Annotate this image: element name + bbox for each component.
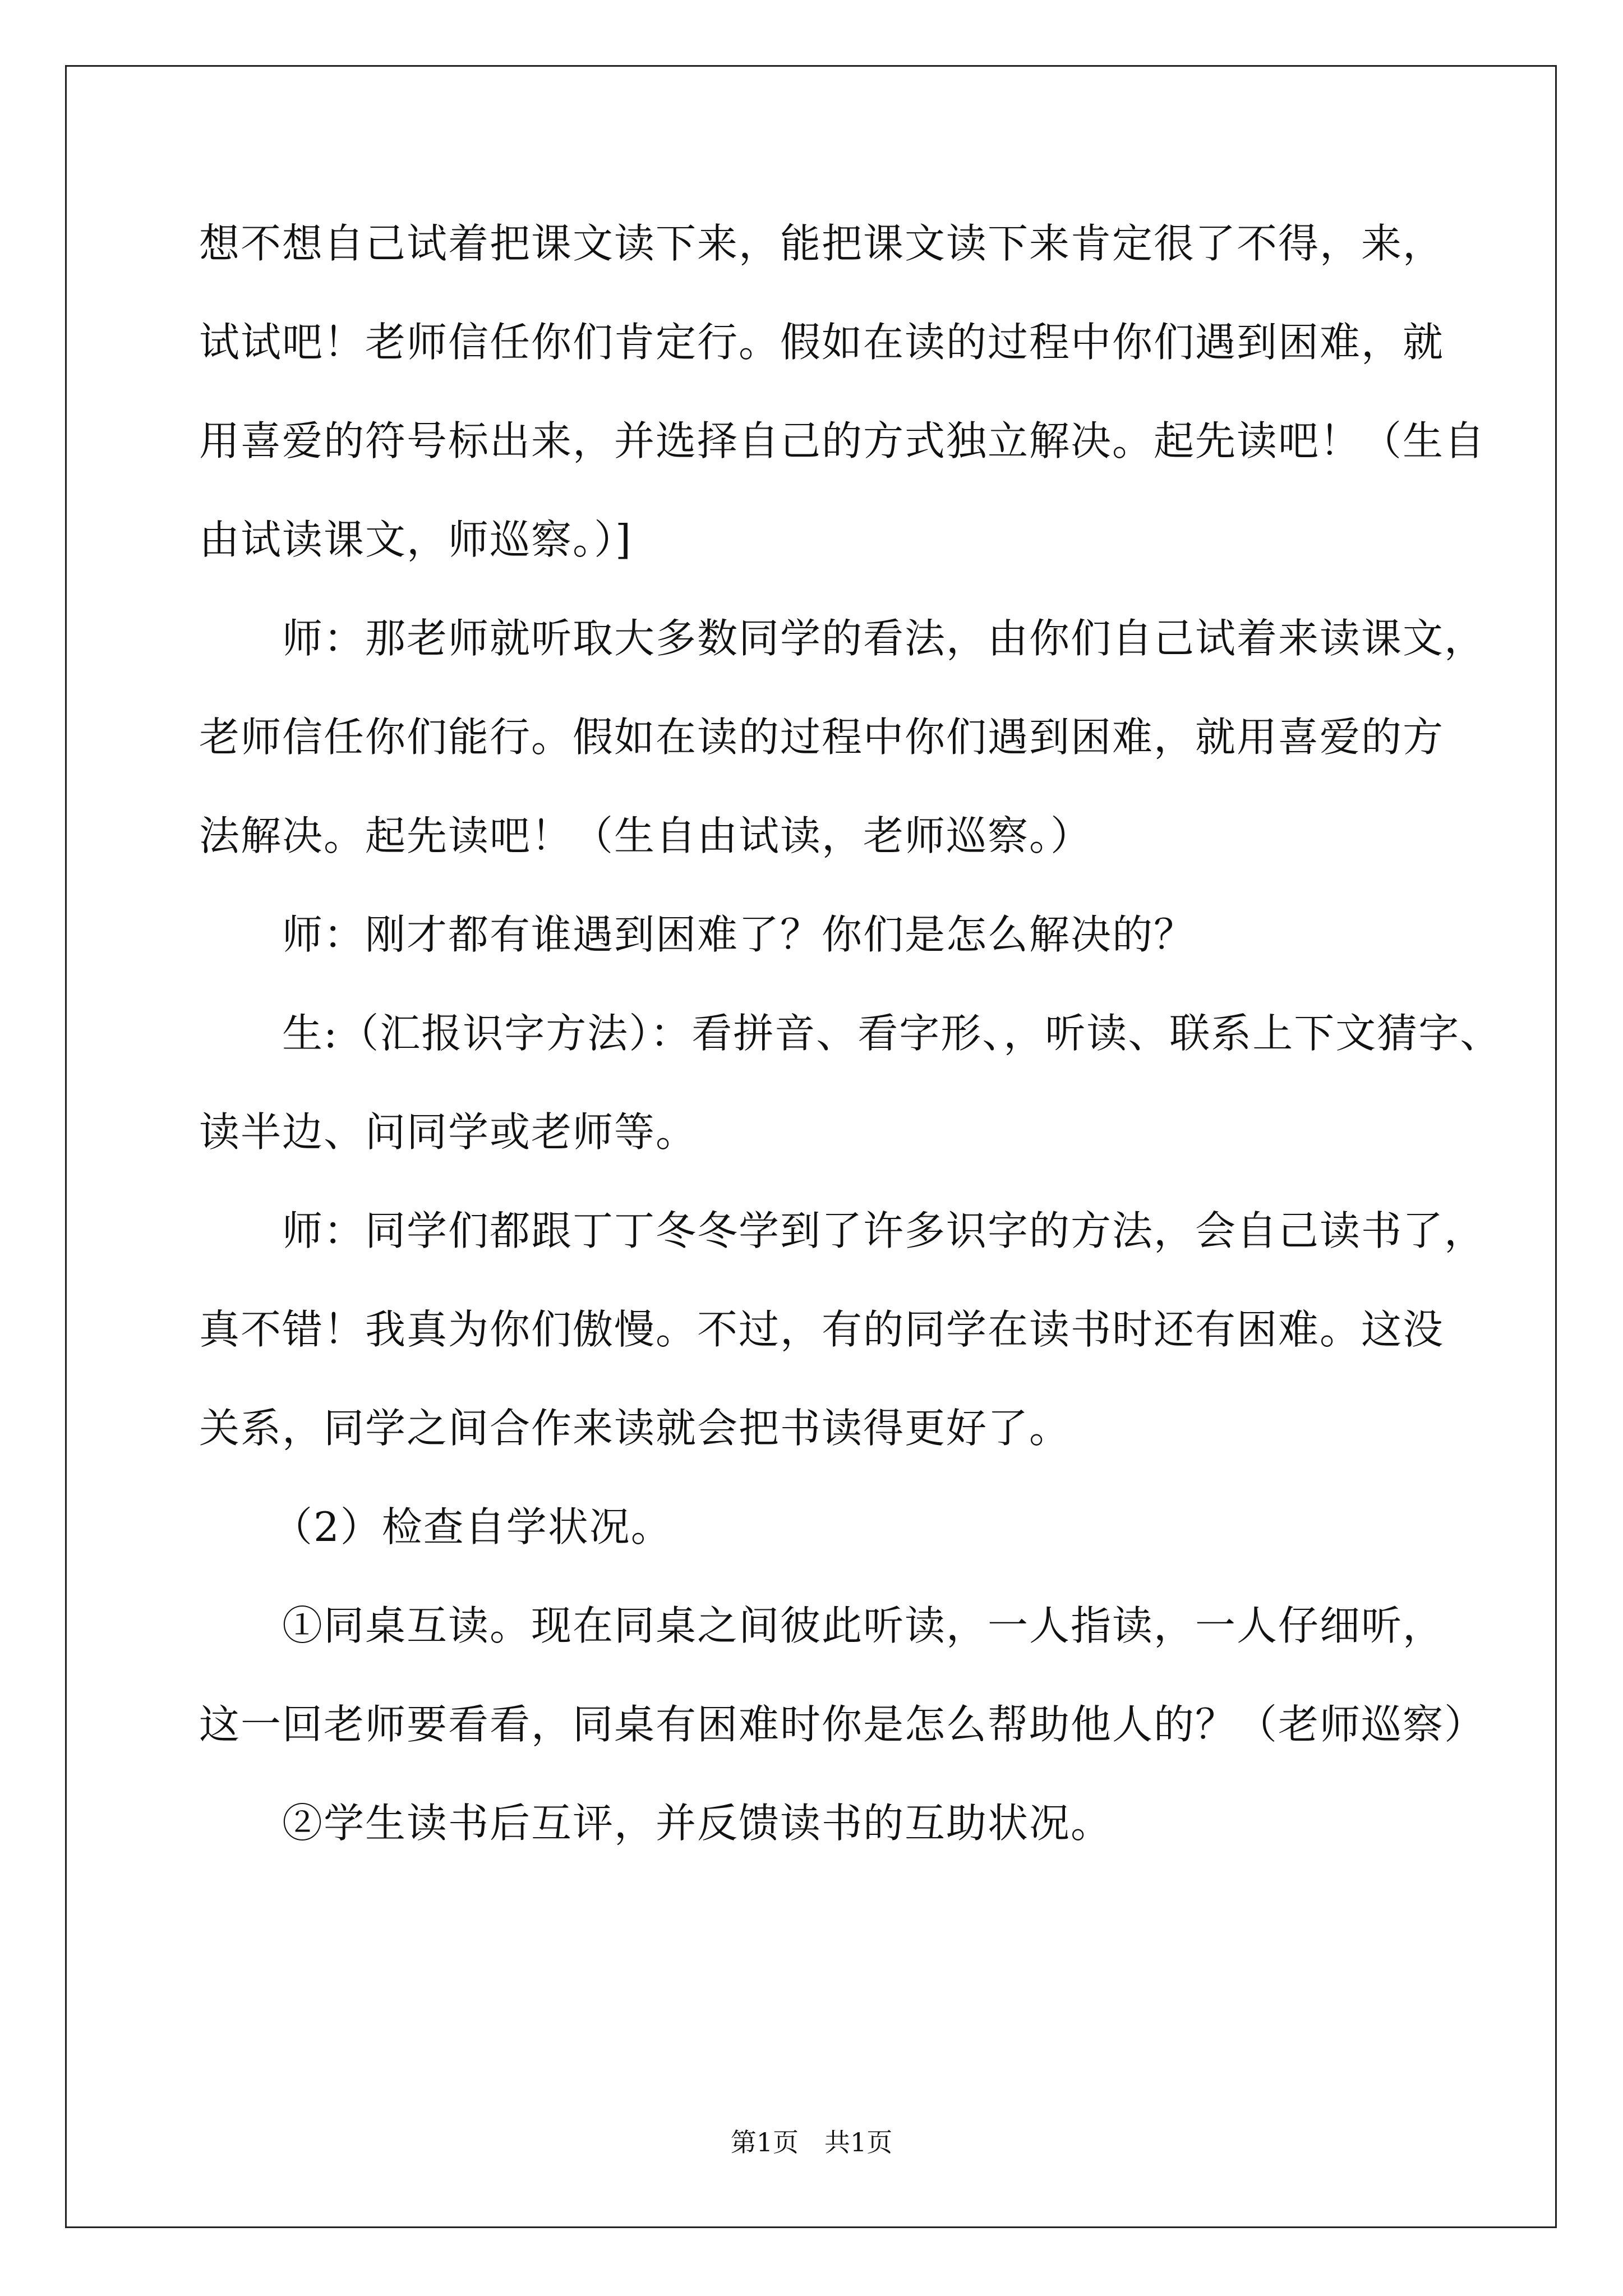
text-line: 师：刚才都有谁遇到困难了？你们是怎么解决的？ <box>282 911 1196 958</box>
text-line: 由试读课文，师巡察。）] <box>199 516 633 563</box>
text-line: 老师信任你们能行。假如在读的过程中你们遇到困难，就用喜爱的方 <box>199 714 1445 761</box>
text-line: 读半边、问同学或老师等。 <box>199 1108 698 1156</box>
text-line: （2）检查自学状况。 <box>272 1503 672 1550</box>
text-line: 关系，同学之间合作来读就会把书读得更好了。 <box>199 1405 1071 1452</box>
page-footer: 第1页 共1页 <box>730 2127 893 2157</box>
text-line: 师：同学们都跟丁丁冬冬学到了许多识字的方法，会自己读书了， <box>282 1207 1486 1254</box>
text-line: 想不想自己试着把课文读下来，能把课文读下来肯定很了不得，来， <box>199 220 1445 267</box>
text-line: 法解决。起先读吧！（生自由试读，老师巡察。） <box>199 812 1092 859</box>
text-line: ①同桌互读。现在同桌之间彼此听读，一人指读，一人仔细听， <box>282 1602 1445 1649</box>
text-line: ②学生读书后互评，并反馈读书的互助状况。 <box>282 1800 1113 1847</box>
text-line: 师：那老师就听取大多数同学的看法，由你们自己试着来读课文， <box>282 615 1486 662</box>
text-line: 真不错！我真为你们傲慢。不过，有的同学在读书时还有困难。这没 <box>199 1306 1445 1353</box>
text-line: 用喜爱的符号标出来，并选择自己的方式独立解决。起先读吧！（生自 <box>199 417 1486 464</box>
text-line: 试试吧！老师信任你们肯定行。假如在读的过程中你们遇到困难，就 <box>199 319 1445 366</box>
text-line: 这一回老师要看看，同桌有困难时你是怎么帮助他人的？（老师巡察） <box>199 1701 1486 1748</box>
text-line: 生:（汇报识字方法）：看拼音、看字形、，听读、联系上下文猜字、 <box>282 1010 1502 1057</box>
